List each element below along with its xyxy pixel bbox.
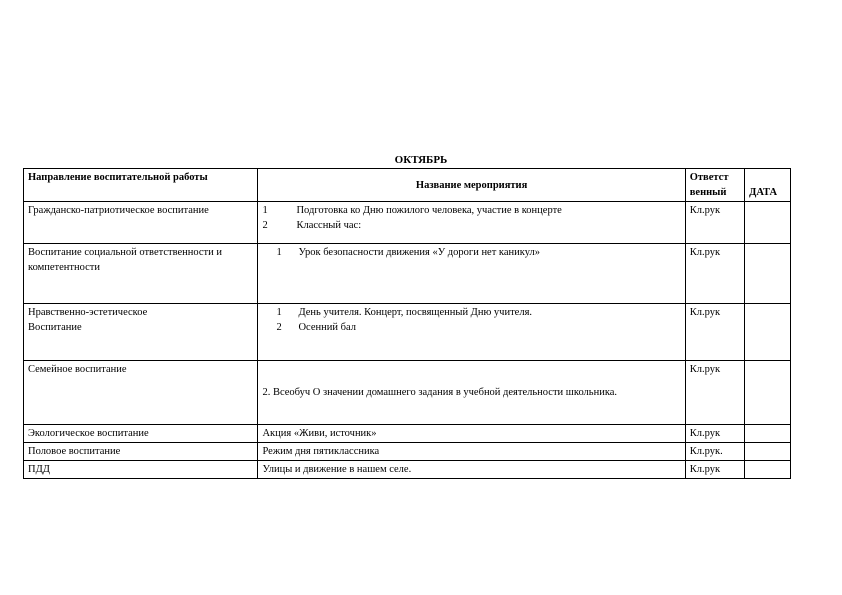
date-cell bbox=[745, 361, 791, 425]
event-cell bbox=[258, 202, 685, 244]
direction-cell: Половое воспитание bbox=[24, 443, 258, 461]
event-list-item: 1 Урок безопасности движения «У дороги нет каникул» bbox=[276, 247, 541, 258]
header-row bbox=[24, 169, 791, 202]
event-cell bbox=[258, 304, 685, 361]
date-cell bbox=[745, 461, 791, 479]
date-cell bbox=[745, 202, 791, 244]
event-list-item: 2 Классный час: bbox=[262, 220, 362, 231]
date-cell bbox=[745, 304, 791, 361]
event-cell: Режим дня пятиклассника bbox=[258, 443, 685, 461]
direction-cell: Семейное воспитание bbox=[24, 361, 258, 425]
table-row bbox=[24, 443, 791, 461]
header-event: Название мероприятия bbox=[258, 169, 685, 202]
event-cell: 2. Всеобуч О значении домашнего задания в учебной деятельности школьника. bbox=[258, 361, 685, 425]
header-date: ДАТА bbox=[745, 169, 791, 202]
responsible-cell: Кл.рук bbox=[685, 244, 744, 304]
table-row bbox=[24, 304, 791, 361]
responsible-cell: Кл.рук. bbox=[685, 443, 744, 461]
event-cell bbox=[258, 244, 685, 304]
header-direction: Направление воспитательной работы bbox=[24, 169, 258, 202]
direction-cell: ПДД bbox=[24, 461, 258, 479]
responsible-cell: Кл.рук bbox=[685, 304, 744, 361]
table-row bbox=[24, 425, 791, 443]
table-row bbox=[24, 361, 791, 425]
table-row bbox=[24, 202, 791, 244]
date-cell bbox=[745, 425, 791, 443]
responsible-cell: Кл.рук bbox=[685, 202, 744, 244]
direction-cell: Гражданско-патриотическое воспитание bbox=[24, 202, 258, 244]
table-row bbox=[24, 461, 791, 479]
event-cell: Акция «Живи, источник» bbox=[258, 425, 685, 443]
event-list-item: 2 Осенний бал bbox=[276, 322, 356, 333]
event-list-item: 1 Подготовка ко Дню пожилого человека, участие в концерте bbox=[262, 205, 562, 216]
date-cell bbox=[745, 443, 791, 461]
page-title: ОКТЯБРЬ bbox=[394, 154, 448, 166]
responsible-cell: Кл.рук bbox=[685, 425, 744, 443]
responsible-cell: Кл.рук bbox=[685, 461, 744, 479]
responsible-cell: Кл.рук bbox=[685, 361, 744, 425]
table-row bbox=[24, 244, 791, 304]
plan-table bbox=[23, 168, 791, 479]
event-cell: Улицы и движение в нашем селе. bbox=[258, 461, 685, 479]
event-list-item: 1 День учителя. Концерт, посвященный Дню учителя. bbox=[276, 307, 533, 318]
direction-cell: Воспитание социальной ответственности и компетентности bbox=[24, 244, 258, 304]
date-cell bbox=[745, 244, 791, 304]
header-responsible: Ответст венный bbox=[685, 169, 744, 202]
direction-cell: Нравственно-эстетическое Воспитание bbox=[24, 304, 258, 361]
direction-cell: Экологическое воспитание bbox=[24, 425, 258, 443]
